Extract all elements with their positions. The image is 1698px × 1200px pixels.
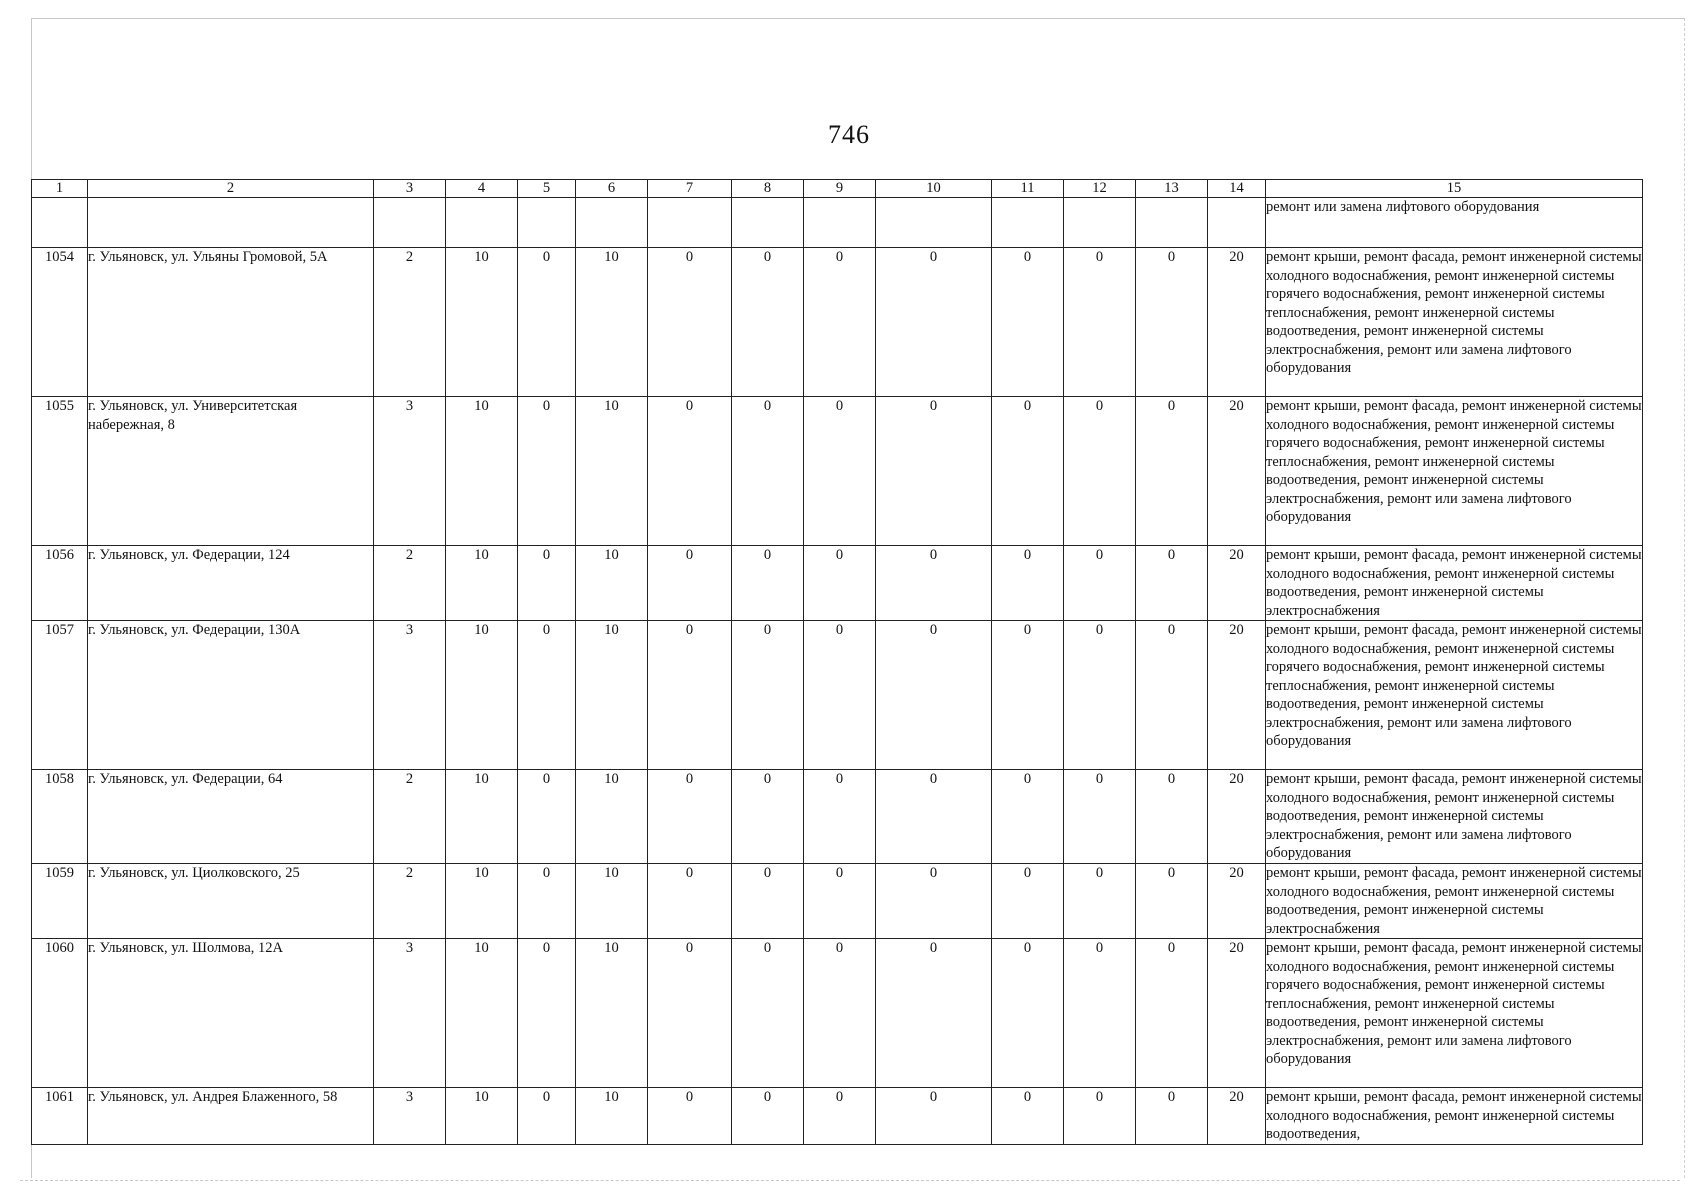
column-header: 12 — [1064, 180, 1136, 198]
cell: 0 — [648, 1088, 732, 1145]
cell: 20 — [1208, 939, 1266, 1088]
table-row — [32, 621, 1643, 770]
table-row — [32, 546, 1643, 621]
table-row — [32, 770, 1643, 864]
cell: 0 — [732, 546, 804, 621]
cell: 0 — [1136, 1088, 1208, 1145]
cell: 10 — [446, 397, 518, 546]
works-cell: ремонт крыши, ремонт фасада, ремонт инженерной системы холодного водоснабжения, ремонт инженерной системы горячего водоснабжения, ремонт инженерной системы теплоснабжения, ремонт инженерной системы водоотведения, ремонт инженерной системы электроснабжения, ремонт или замена лифтового оборудования — [1266, 397, 1643, 546]
column-header: 1 — [32, 180, 88, 198]
cell: 0 — [518, 864, 576, 939]
cell: 0 — [732, 397, 804, 546]
cell: 0 — [1136, 397, 1208, 546]
cell: 2 — [374, 864, 446, 939]
cell: 0 — [1064, 621, 1136, 770]
cell: 0 — [648, 248, 732, 397]
column-header: 15 — [1266, 180, 1643, 198]
cell: 10 — [576, 1088, 648, 1145]
cell: 0 — [1136, 864, 1208, 939]
cell: 0 — [992, 939, 1064, 1088]
cell: 0 — [648, 939, 732, 1088]
cell: 0 — [804, 248, 876, 397]
cell: 0 — [732, 864, 804, 939]
cell: 10 — [446, 1088, 518, 1145]
column-header: 14 — [1208, 180, 1266, 198]
table-row-continued — [32, 198, 1643, 248]
cell: 0 — [732, 1088, 804, 1145]
cell: 3 — [374, 1088, 446, 1145]
cell: 10 — [446, 621, 518, 770]
table-row — [32, 1088, 1643, 1145]
cell: 3 — [374, 621, 446, 770]
cell: 0 — [1136, 770, 1208, 864]
cell: 2 — [374, 248, 446, 397]
cell: 20 — [1208, 248, 1266, 397]
cell: 10 — [576, 939, 648, 1088]
row-number: 1054 — [32, 248, 88, 397]
cell: 20 — [1208, 864, 1266, 939]
row-number: 1058 — [32, 770, 88, 864]
cell: 0 — [992, 546, 1064, 621]
column-header: 5 — [518, 180, 576, 198]
address-cell: г. Ульяновск, ул. Федерации, 130А — [88, 621, 374, 770]
row-number: 1056 — [32, 546, 88, 621]
cell: 0 — [518, 939, 576, 1088]
table-row — [32, 397, 1643, 546]
row-number: 1055 — [32, 397, 88, 546]
cell: 0 — [992, 397, 1064, 546]
column-header: 7 — [648, 180, 732, 198]
address-cell: г. Ульяновск, ул. Андрея Блаженного, 58 — [88, 1088, 374, 1145]
cell: 10 — [446, 248, 518, 397]
cell: 0 — [732, 939, 804, 1088]
column-header: 8 — [732, 180, 804, 198]
column-header: 11 — [992, 180, 1064, 198]
cell: 0 — [804, 621, 876, 770]
column-header: 10 — [876, 180, 992, 198]
address-cell: г. Ульяновск, ул. Университетская набережная, 8 — [88, 397, 374, 546]
cell: 0 — [518, 248, 576, 397]
table-row — [32, 864, 1643, 939]
cell: 10 — [446, 770, 518, 864]
page-frame-top — [31, 18, 1684, 19]
column-header: 2 — [88, 180, 374, 198]
cell: 0 — [876, 248, 992, 397]
column-header: 3 — [374, 180, 446, 198]
row-number: 1059 — [32, 864, 88, 939]
cell: 10 — [576, 397, 648, 546]
cell: 20 — [1208, 546, 1266, 621]
page-number: 746 — [828, 120, 870, 149]
cell: 20 — [1208, 621, 1266, 770]
address-cell: г. Ульяновск, ул. Федерации, 64 — [88, 770, 374, 864]
address-cell: г. Ульяновск, ул. Шолмова, 12А — [88, 939, 374, 1088]
cell: 0 — [804, 397, 876, 546]
cell: 0 — [1064, 939, 1136, 1088]
cell: 0 — [732, 621, 804, 770]
row-number: 1057 — [32, 621, 88, 770]
cell: 0 — [876, 621, 992, 770]
column-header: 4 — [446, 180, 518, 198]
row-number: 1060 — [32, 939, 88, 1088]
cell: 0 — [518, 621, 576, 770]
cell: 10 — [576, 546, 648, 621]
cell: 0 — [518, 546, 576, 621]
works-cell: ремонт крыши, ремонт фасада, ремонт инженерной системы холодного водоснабжения, ремонт инженерной системы водоотведения, ремонт инженерной системы электроснабжения — [1266, 547, 1642, 619]
cell: 0 — [804, 1088, 876, 1145]
cell: 20 — [1208, 770, 1266, 864]
cell: 0 — [518, 1088, 576, 1145]
housing-repair-table — [31, 179, 1643, 1145]
works-cell: ремонт крыши, ремонт фасада, ремонт инженерной системы холодного водоснабжения, ремонт инженерной системы водоотведения, — [1266, 1089, 1642, 1142]
cell: 0 — [1064, 864, 1136, 939]
cell: 0 — [1064, 1088, 1136, 1145]
cell: 0 — [876, 546, 992, 621]
cell: 20 — [1208, 1088, 1266, 1145]
cell: 0 — [518, 770, 576, 864]
row-number: 1061 — [32, 1088, 88, 1145]
cell: 3 — [374, 939, 446, 1088]
cell: 0 — [992, 864, 1064, 939]
cell: 0 — [992, 770, 1064, 864]
cell: 0 — [648, 621, 732, 770]
cell: 0 — [804, 546, 876, 621]
cell: 2 — [374, 546, 446, 621]
cell: 10 — [446, 864, 518, 939]
cell: 0 — [1136, 546, 1208, 621]
column-header: 6 — [576, 180, 648, 198]
cell: 0 — [992, 1088, 1064, 1145]
cell: 0 — [992, 621, 1064, 770]
table-row — [32, 939, 1643, 1088]
cell: 0 — [1064, 397, 1136, 546]
cell: 0 — [804, 864, 876, 939]
works-cell: ремонт или замена лифтового оборудования — [1266, 198, 1643, 248]
cell: 10 — [576, 770, 648, 864]
cell: 2 — [374, 770, 446, 864]
works-cell: ремонт крыши, ремонт фасада, ремонт инженерной системы холодного водоснабжения, ремонт инженерной системы горячего водоснабжения, ремонт инженерной системы теплоснабжения, ремонт инженерной системы водоотведения, ремонт инженерной системы электроснабжения, ремонт или замена лифтового оборудования — [1266, 248, 1643, 397]
cell: 0 — [648, 397, 732, 546]
cell: 0 — [876, 1088, 992, 1145]
address-cell: г. Ульяновск, ул. Ульяны Громовой, 5А — [88, 248, 374, 397]
page-frame-bottom — [20, 1180, 1680, 1181]
cell: 10 — [576, 621, 648, 770]
cell: 20 — [1208, 397, 1266, 546]
cell: 0 — [732, 248, 804, 397]
cell: 0 — [804, 770, 876, 864]
cell: 0 — [648, 864, 732, 939]
works-cell: ремонт крыши, ремонт фасада, ремонт инженерной системы холодного водоснабжения, ремонт инженерной системы горячего водоснабжения, ремонт инженерной системы теплоснабжения, ремонт инженерной системы водоотведения, ремонт инженерной системы электроснабжения, ремонт или замена лифтового оборудования — [1266, 621, 1643, 770]
cell: 0 — [1064, 546, 1136, 621]
cell: 10 — [576, 248, 648, 397]
address-cell: г. Ульяновск, ул. Федерации, 124 — [88, 546, 374, 621]
cell: 0 — [804, 939, 876, 1088]
cell: 0 — [1136, 621, 1208, 770]
works-cell: ремонт крыши, ремонт фасада, ремонт инженерной системы холодного водоснабжения, ремонт инженерной системы горячего водоснабжения, ремонт инженерной системы теплоснабжения, ремонт инженерной системы водоотведения, ремонт инженерной системы электроснабжения, ремонт или замена лифтового оборудования — [1266, 939, 1643, 1088]
cell: 0 — [732, 770, 804, 864]
cell: 0 — [518, 397, 576, 546]
cell: 0 — [648, 770, 732, 864]
cell: 10 — [576, 864, 648, 939]
cell: 0 — [876, 770, 992, 864]
cell: 0 — [876, 397, 992, 546]
cell: 0 — [876, 864, 992, 939]
works-cell: ремонт крыши, ремонт фасада, ремонт инженерной системы холодного водоснабжения, ремонт инженерной системы водоотведения, ремонт инженерной системы электроснабжения — [1266, 865, 1642, 937]
cell: 0 — [876, 939, 992, 1088]
cell: 0 — [1064, 248, 1136, 397]
cell: 10 — [446, 546, 518, 621]
cell: 0 — [1136, 939, 1208, 1088]
column-header: 13 — [1136, 180, 1208, 198]
cell: 3 — [374, 397, 446, 546]
cell: 0 — [992, 248, 1064, 397]
cell: 0 — [1064, 770, 1136, 864]
cell: 10 — [446, 939, 518, 1088]
address-cell: г. Ульяновск, ул. Циолковского, 25 — [88, 864, 374, 939]
works-cell: ремонт крыши, ремонт фасада, ремонт инженерной системы холодного водоснабжения, ремонт инженерной системы водоотведения, ремонт инженерной системы электроснабжения, ремонт или замена лифтового оборудования — [1266, 770, 1643, 864]
header-row — [32, 180, 1643, 198]
table-row — [32, 248, 1643, 397]
cell: 0 — [648, 546, 732, 621]
cell: 0 — [1136, 248, 1208, 397]
column-header: 9 — [804, 180, 876, 198]
page-frame-right — [1684, 18, 1685, 1178]
